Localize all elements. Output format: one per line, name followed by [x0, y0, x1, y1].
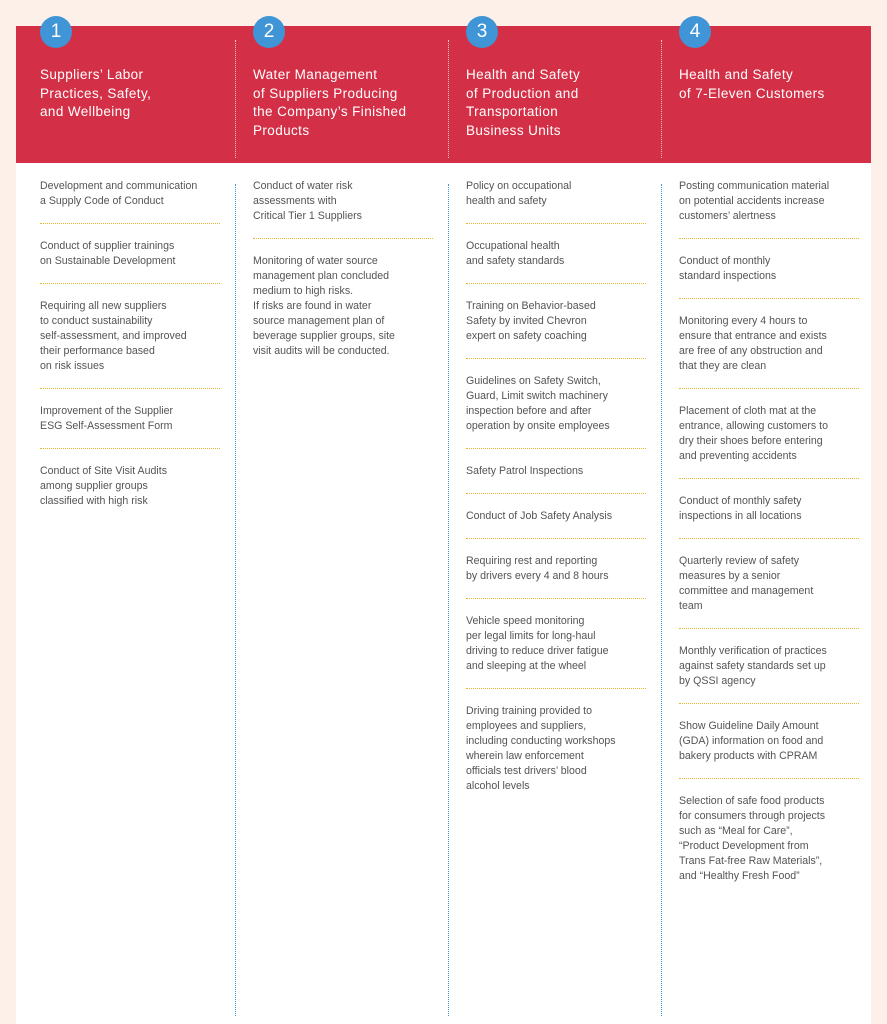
list-item: Conduct of water risk assessments with Critical Tier 1 Suppliers	[253, 179, 433, 239]
list-item: Improvement of the Supplier ESG Self-Assessment Form	[40, 404, 220, 449]
list-item: Placement of cloth mat at the entrance, allowing customers to dry their shoes before entering and preventing accidents	[679, 404, 859, 479]
list-item: Conduct of monthly safety inspections in all locations	[679, 494, 859, 539]
list-item: Occupational health and safety standards	[466, 239, 646, 284]
list-item: Quarterly review of safety measures by a senior committee and management team	[679, 554, 859, 629]
list-item: Monitoring every 4 hours to ensure that entrance and exists are free of any obstruction and that they are clean	[679, 314, 859, 389]
list-item: Conduct of supplier trainings on Sustainable Development	[40, 239, 220, 284]
column-item-list	[466, 179, 646, 823]
column-production-safety	[442, 21, 655, 1024]
list-item: Conduct of monthly standard inspections	[679, 254, 859, 299]
column-title: Suppliers’ Labor Practices, Safety, and Wellbeing	[40, 67, 152, 119]
column-number-badge: 3	[466, 16, 498, 48]
column-item-list	[40, 179, 220, 538]
column-item-list	[253, 179, 433, 388]
list-item: Monthly verification of practices against safety standards set up by QSSI agency	[679, 644, 859, 704]
list-item: Vehicle speed monitoring per legal limits for long-haul driving to reduce driver fatigue and sleeping at the wheel	[466, 614, 646, 689]
list-item: Show Guideline Daily Amount (GDA) information on food and bakery products with CPRAM	[679, 719, 859, 779]
column-divider	[661, 184, 662, 1016]
list-item: Guidelines on Safety Switch, Guard, Limit switch machinery inspection before and after operation by onsite employees	[466, 374, 646, 449]
list-item: Conduct of Job Safety Analysis	[466, 509, 646, 539]
list-item: Conduct of Site Visit Audits among supplier groups classified with high risk	[40, 465, 168, 507]
header-divider	[448, 40, 449, 158]
list-item: Training on Behavior-based Safety by invited Chevron expert on safety coaching	[466, 299, 646, 359]
list-item: Development and communication a Supply Code of Conduct	[40, 179, 220, 224]
list-item: Policy on occupational health and safety	[466, 179, 646, 224]
column-number-badge: 1	[40, 16, 72, 48]
column-number-badge: 2	[253, 16, 285, 48]
header-divider	[235, 40, 236, 158]
column-customer-safety	[655, 21, 868, 1024]
column-divider	[448, 184, 449, 1016]
header-divider	[661, 40, 662, 158]
list-item: Monitoring of water source management plan concluded medium to high risks. If risks are found in water source management plan of beverage supplier groups, site visit audits will be conducted.	[253, 255, 395, 357]
column-title: Water Management of Suppliers Producing the Company’s Finished Products	[253, 67, 407, 138]
column-item-list	[679, 179, 859, 913]
list-item: Selection of safe food products for consumers through projects such as “Meal for Care”, “Product Development from Trans Fat-free Raw Materials”, and “Healthy Fresh Food”	[679, 795, 826, 882]
list-item: Driving training provided to employees and suppliers, including conducting workshops wherein law enforcement officials test drivers’ blood alcohol levels	[466, 705, 616, 792]
content-panel	[16, 21, 871, 1024]
column-divider	[235, 184, 236, 1016]
column-suppliers-labor	[16, 21, 229, 1024]
column-title: Health and Safety of 7-Eleven Customers	[679, 67, 825, 101]
column-water-management	[229, 21, 442, 1024]
column-number-badge: 4	[679, 16, 711, 48]
list-item: Safety Patrol Inspections	[466, 464, 646, 494]
list-item: Requiring all new suppliers to conduct sustainability self-assessment, and improved their performance based on risk issues	[40, 299, 220, 389]
column-title: Health and Safety of Production and Transportation Business Units	[466, 67, 581, 138]
list-item: Requiring rest and reporting by drivers every 4 and 8 hours	[466, 554, 646, 599]
list-item: Posting communication material on potential accidents increase customers’ alertness	[679, 179, 859, 239]
